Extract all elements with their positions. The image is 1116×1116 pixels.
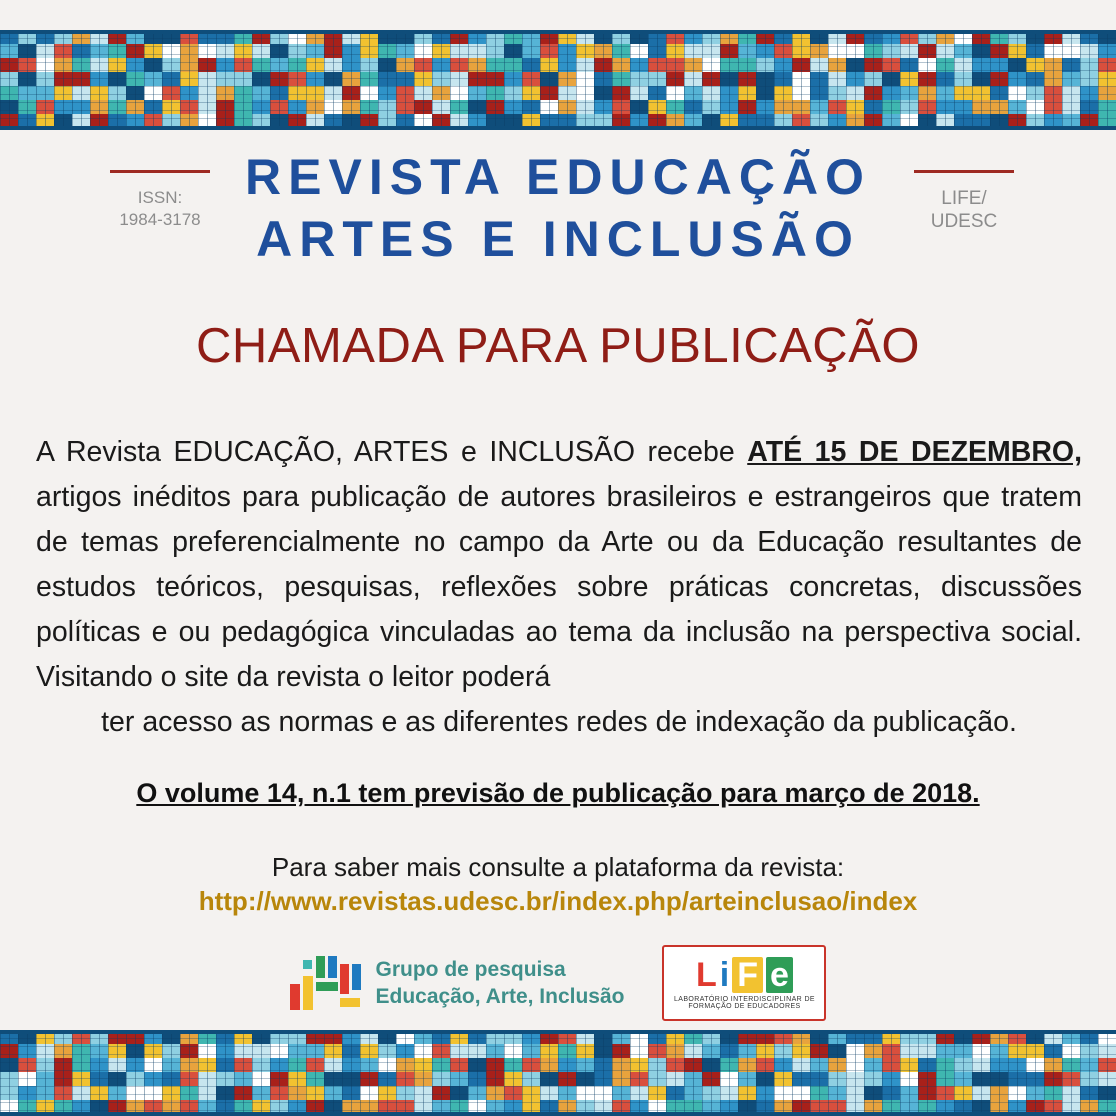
call-paragraph (36, 430, 1082, 700)
issn-number: 1984-3178 (119, 210, 201, 229)
affiliation-line2: UDESC (930, 211, 998, 232)
logo-grupo-de-pesquisa (290, 954, 625, 1012)
call-paragraph-last-line: ter acesso as normas e as diferentes redes de indexação da publicação. (101, 706, 1017, 738)
journal-title-line1: REVISTA EDUCAÇÃO (245, 149, 871, 205)
life-letter-e: e (766, 957, 793, 993)
issn-label: ISSN: (137, 188, 183, 207)
page-title: CHAMADA PARA PUBLICAÇÃO (195, 319, 920, 373)
life-subtitle: LABORATÓRIO INTERDISCIPLINAR DE FORMAÇÃO DE EDUCADORES (673, 995, 815, 1010)
mosaic-tile-grid-bottom (0, 1030, 1116, 1116)
affiliation-line1: LIFE/ (941, 188, 987, 209)
life-letter-f: F (732, 957, 763, 993)
mosaic-tile-grid-top (0, 30, 1116, 130)
life-letter-l: L (696, 955, 717, 994)
call-body-text (36, 430, 1082, 745)
logo-life (662, 945, 826, 1021)
masthead (0, 140, 1116, 275)
decorative-mosaic-band-bottom (0, 1030, 1116, 1116)
affiliation-rule (914, 170, 1014, 173)
mosaic-edge-bottom (0, 126, 1116, 130)
volume-note: O volume 14, n.1 tem previsão de publicação para março de 2018. (136, 778, 980, 808)
affiliation-block (900, 170, 1028, 233)
mosaic-edge-top-2 (0, 1030, 1116, 1034)
grupo-text (376, 956, 625, 1010)
journal-title-line2: ARTES E INCLUSÃO (256, 211, 860, 267)
call-paragraph-intro: A Revista EDUCAÇÃO, ARTES e INCLUSÃO recebe (36, 436, 748, 468)
call-deadline: ATÉ 15 DE DEZEMBRO, (747, 436, 1082, 468)
more-info-text: Para saber mais consulte a plataforma da revista: (271, 852, 845, 882)
life-letters (696, 957, 793, 993)
logo-row (0, 944, 1116, 1022)
mosaic-edge-bottom-2 (0, 1112, 1116, 1116)
grupo-blocks-icon (290, 954, 364, 1012)
decorative-mosaic-band-top (0, 30, 1116, 130)
mosaic-edge-top (0, 30, 1116, 34)
grupo-text-line1: Grupo de pesquisa (375, 958, 566, 981)
life-letter-i: i (719, 955, 730, 994)
journal-site-link[interactable]: http://www.revistas.udesc.br/index.php/arteinclusao/index (198, 886, 918, 916)
call-paragraph-body: artigos inéditos para publicação de autores brasileiros e estrangeiros que tratem de temas preferencialmente no campo da Arte ou da Educação resultantes de estudos teóricos, pesquisas, reflexões sobre práticas concretas, discussões políticas e ou pedagógica vinculadas ao tema da inclusão na perspectiva social. Visitando o site da revista o leitor poderá (36, 481, 1082, 693)
grupo-text-line2: Educação, Arte, Inclusão (375, 985, 625, 1008)
